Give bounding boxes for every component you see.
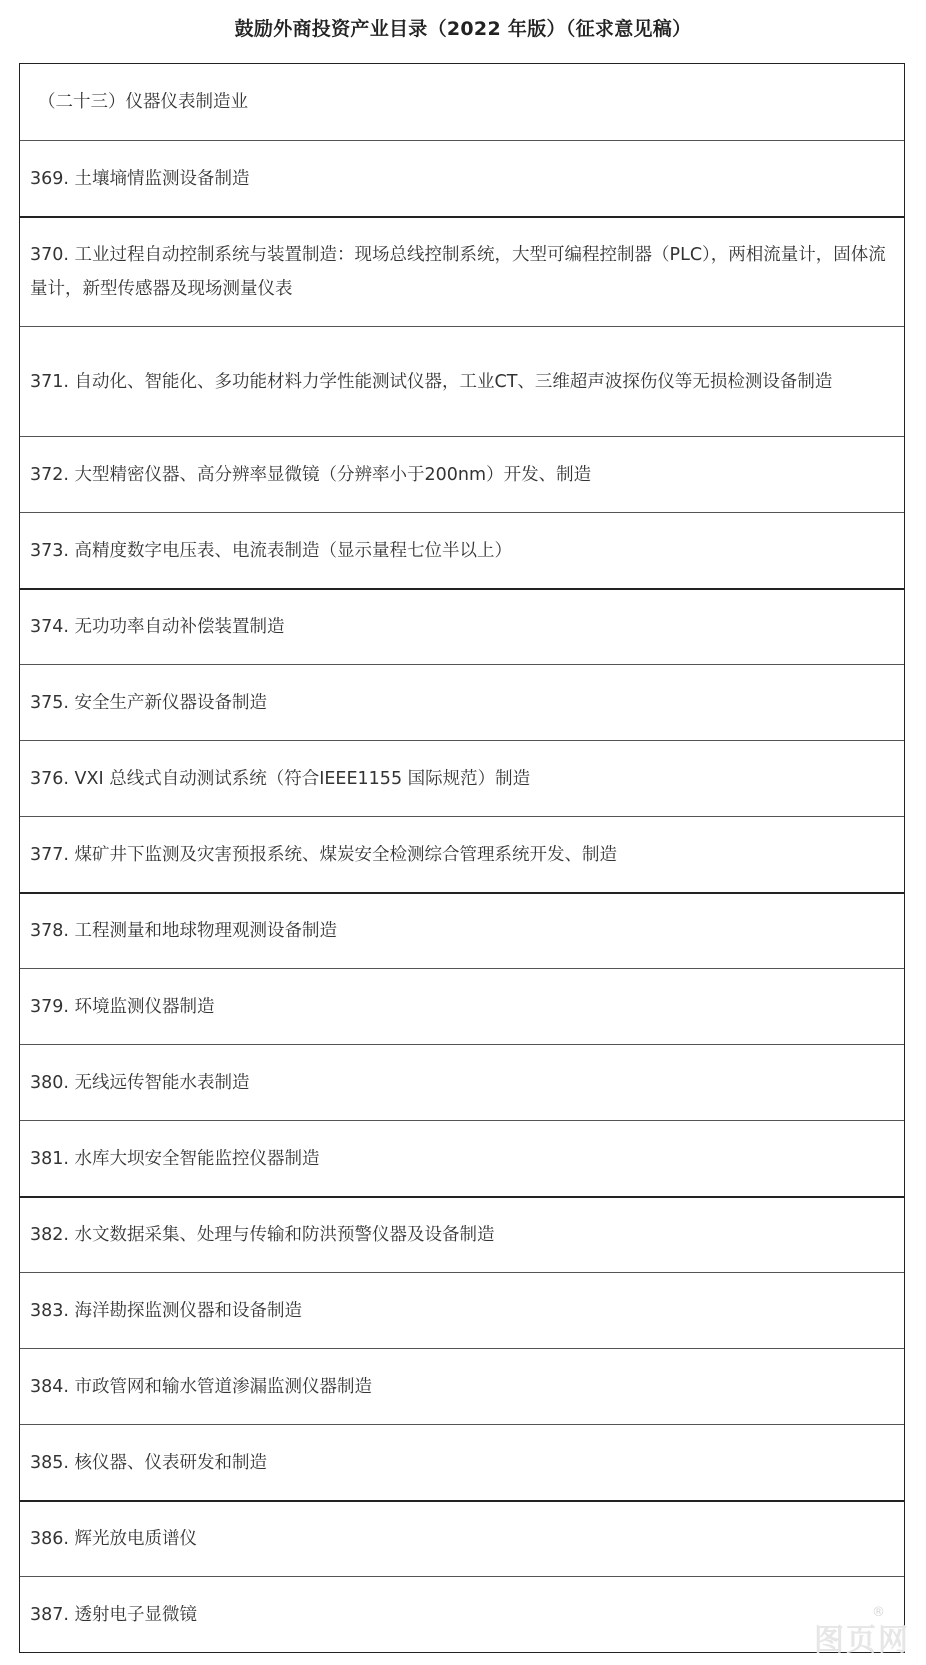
row-text: 378. 工程测量和地球物理观测设备制造 xyxy=(30,921,338,941)
table-row xyxy=(20,1196,904,1272)
row-text: 370. 工业过程自动控制系统与装置制造：现场总线控制系统，大型可编程控制器（PLC），两相流量计，固体流量计，新型传感器及现场测量仪表 xyxy=(30,245,886,299)
table-row xyxy=(20,1576,904,1652)
table-row xyxy=(20,1500,904,1576)
table-row xyxy=(20,1272,904,1348)
row-text: 369. 土壤墒情监测设备制造 xyxy=(30,168,250,189)
watermark-logo xyxy=(814,1605,910,1659)
table-row xyxy=(20,740,904,816)
table-row xyxy=(20,1044,904,1120)
row-text: 379. 环境监测仪器制造 xyxy=(30,996,215,1017)
row-text: 381. 水库大坝安全智能监控仪器制造 xyxy=(30,1148,320,1169)
row-text: 371. 自动化、智能化、多功能材料力学性能测试仪器，工业CT、三维超声波探伤仪等无损检测设备制造 xyxy=(30,371,833,392)
row-text: 387. 透射电子显微镜 xyxy=(30,1604,198,1625)
table-row xyxy=(20,968,904,1044)
table-section-header xyxy=(20,64,904,140)
table-row xyxy=(20,816,904,892)
table-row xyxy=(20,436,904,512)
table-row xyxy=(20,892,904,968)
registered-mark: ® xyxy=(872,1605,887,1620)
row-text: 376. VXI 总线式自动测试系统（符合IEEE1155 国际规范）制造 xyxy=(30,768,531,789)
catalog-table xyxy=(19,63,905,1653)
row-text: 374. 无功功率自动补偿装置制造 xyxy=(30,617,285,637)
row-text: 372. 大型精密仪器、高分辨率显微镜（分辨率小于200nm）开发、制造 xyxy=(30,464,592,485)
table-row xyxy=(20,1120,904,1196)
section-header-text: （二十三）仪器仪表制造业 xyxy=(38,92,248,112)
row-text: 380. 无线远传智能水表制造 xyxy=(30,1072,250,1093)
row-text: 377. 煤矿井下监测及灾害预报系统、煤炭安全检测综合管理系统开发、制造 xyxy=(30,844,618,865)
table-row xyxy=(20,664,904,740)
table-row xyxy=(20,216,904,326)
table-row xyxy=(20,140,904,216)
table-row xyxy=(20,512,904,588)
row-text: 386. 辉光放电质谱仪 xyxy=(30,1529,198,1549)
document-title: 鼓励外商投资产业目录（2022 年版）（征求意见稿） xyxy=(234,18,692,40)
table-row xyxy=(20,1424,904,1500)
row-text: 373. 高精度数字电压表、电流表制造（显示量程七位半以上） xyxy=(30,540,513,561)
row-text: 384. 市政管网和输水管道渗漏监测仪器制造 xyxy=(30,1376,373,1397)
watermark-text: 图页网 xyxy=(814,1623,910,1658)
table-row xyxy=(20,588,904,664)
row-text: 375. 安全生产新仪器设备制造 xyxy=(30,692,268,713)
table-row xyxy=(20,326,904,436)
table-row xyxy=(20,1348,904,1424)
row-text: 385. 核仪器、仪表研发和制造 xyxy=(30,1452,268,1473)
row-text: 383. 海洋勘探监测仪器和设备制造 xyxy=(30,1300,303,1321)
row-text: 382. 水文数据采集、处理与传输和防洪预警仪器及设备制造 xyxy=(30,1225,495,1245)
